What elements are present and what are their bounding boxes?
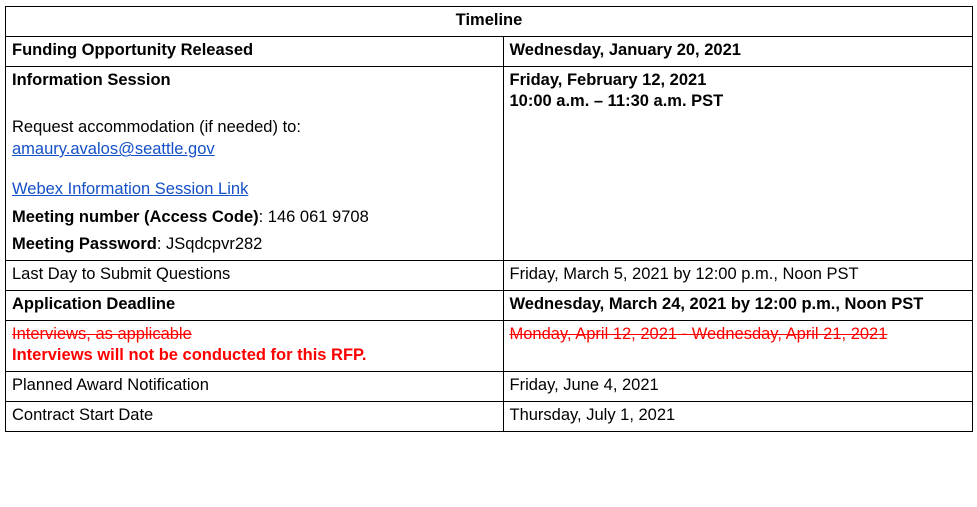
interviews-struck-text: Interviews, as applicable <box>12 324 192 343</box>
row-label-information-session <box>6 66 504 261</box>
row-label-planned-award-notification: Planned Award Notification <box>6 372 504 402</box>
row-label-interviews <box>6 320 504 372</box>
table-row <box>6 36 973 66</box>
meeting-number-value: : 146 061 9708 <box>258 207 369 226</box>
row-label-last-day-to-submit-questions: Last Day to Submit Questions <box>6 261 504 291</box>
spacer <box>12 161 497 179</box>
email-link[interactable]: amaury.avalos@seattle.gov <box>12 140 215 159</box>
row-value-contract-start-date: Thursday, July 1, 2021 <box>503 401 973 431</box>
row-label-contract-start-date: Contract Start Date <box>6 401 504 431</box>
row-label-application-deadline: Application Deadline <box>6 290 504 320</box>
table-row <box>6 290 973 320</box>
interviews-dates-struck: Monday, April 12, 2021 - Wednesday, April 21, 2021 <box>509 324 888 343</box>
row-value-interviews <box>503 320 973 372</box>
meeting-password-label: Meeting Password <box>12 235 157 254</box>
row-value-planned-award-notification: Friday, June 4, 2021 <box>503 372 973 402</box>
table-row <box>6 66 973 261</box>
meeting-number-label: Meeting number (Access Code) <box>12 207 259 226</box>
information-session-heading: Information Session <box>12 70 171 89</box>
row-label-funding-opportunity-released: Funding Opportunity Released <box>6 36 504 66</box>
meeting-number-line <box>12 207 497 229</box>
request-accommodation-text: Request accommodation (if needed) to: <box>12 118 301 137</box>
meeting-password-line <box>12 234 497 256</box>
table-row <box>6 401 973 431</box>
timeline-table <box>5 6 973 432</box>
meeting-password-value: : JSqdcpvr282 <box>156 235 263 254</box>
table-row <box>6 261 973 291</box>
information-session-date: Friday, February 12, 2021 <box>509 70 707 89</box>
table-title: Timeline <box>6 7 973 37</box>
row-value-last-day-to-submit-questions: Friday, March 5, 2021 by 12:00 p.m., Noon PST <box>503 261 973 291</box>
table-row-title <box>6 7 973 37</box>
table-row <box>6 320 973 372</box>
spacer <box>12 91 497 117</box>
table-row <box>6 372 973 402</box>
row-value-application-deadline: Wednesday, March 24, 2021 by 12:00 p.m., Noon PST <box>503 290 973 320</box>
row-value-funding-opportunity-released: Wednesday, January 20, 2021 <box>503 36 973 66</box>
webex-information-session-link[interactable]: Webex Information Session Link <box>12 179 249 198</box>
interviews-note-text: Interviews will not be conducted for this RFP. <box>12 346 367 365</box>
row-value-information-session <box>503 66 973 261</box>
information-session-time: 10:00 a.m. – 11:30 a.m. PST <box>509 92 724 111</box>
